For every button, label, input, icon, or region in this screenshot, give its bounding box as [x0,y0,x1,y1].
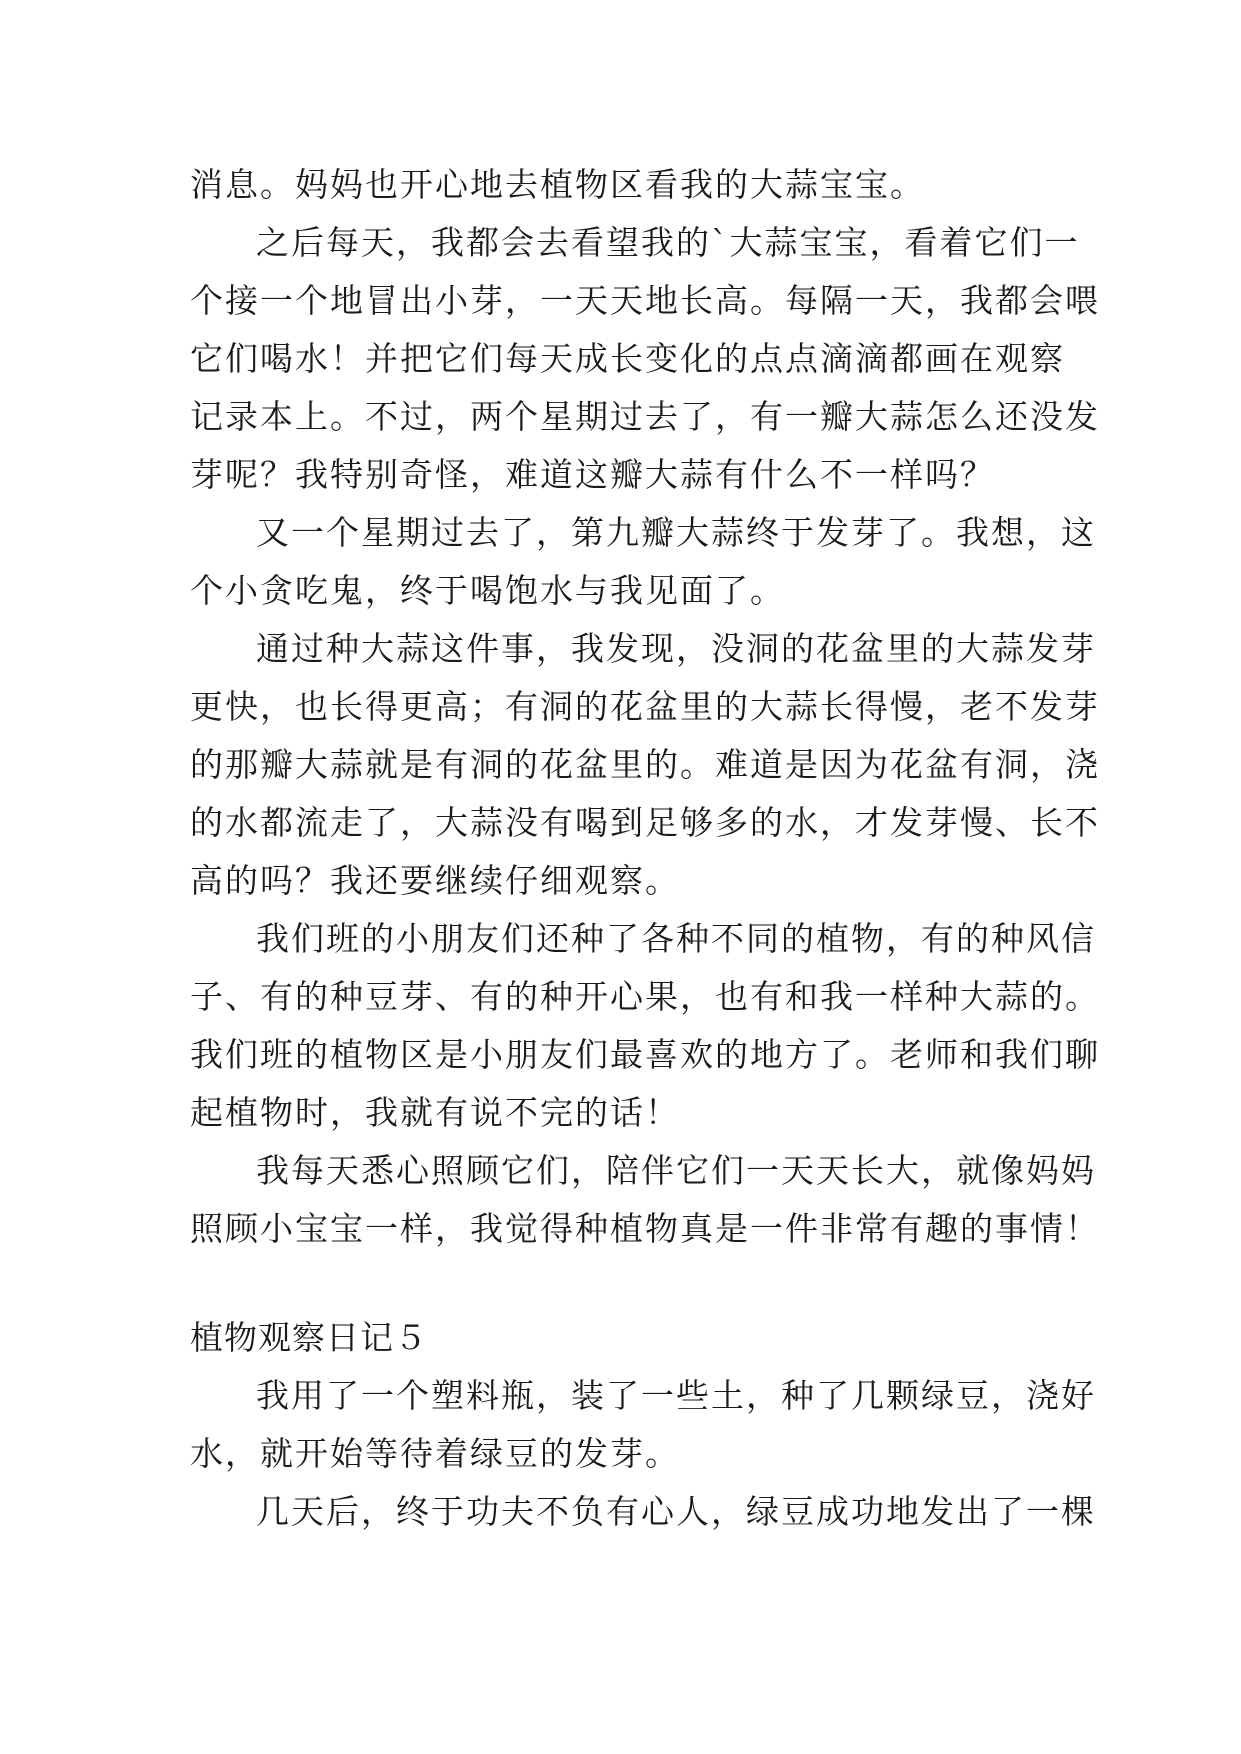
text-line: 记录本上。不过，两个星期过去了，有一瓣大蒜怎么还没发 [190,397,1100,436]
paragraph-start: 几天后，终于功夫不负有心人，绿豆成功地发出了一棵 [256,1492,1096,1531]
paragraph-start: 我每天悉心照顾它们，陪伴它们一天天长大，就像妈妈 [256,1151,1096,1190]
text-line: 它们喝水！并把它们每天成长变化的点点滴滴都画在观察 [190,339,1065,378]
paragraph-start: 我们班的小朋友们还种了各种不同的植物，有的种风信 [256,919,1096,958]
text-line: 芽呢？我特别奇怪，难道这瓣大蒜有什么不一样吗？ [190,455,995,494]
text-line: 子、有的种豆芽、有的种开心果，也有和我一样种大蒜的。 [190,977,1100,1016]
paragraph-start: 通过种大蒜这件事，我发现，没洞的花盆里的大蒜发芽 [256,629,1096,668]
text-line: 个小贪吃鬼，终于喝饱水与我见面了。 [190,571,785,610]
text-line: 起植物时，我就有说不完的话！ [190,1093,680,1132]
text-line: 照顾小宝宝一样，我觉得种植物真是一件非常有趣的事情！ [190,1209,1100,1248]
section-heading: 植物观察日记５ [190,1318,428,1357]
text-line: 消息。妈妈也开心地去植物区看我的大蒜宝宝。 [190,165,925,204]
text-line: 水，就开始等待着绿豆的发芽。 [190,1434,680,1473]
text-line: 高的吗？我还要继续仔细观察。 [190,861,680,900]
text-line: 的水都流走了，大蒜没有喝到足够多的水，才发芽慢、长不 [190,803,1100,842]
paragraph-start: 又一个星期过去了，第九瓣大蒜终于发芽了。我想，这 [256,513,1096,552]
text-line: 更快，也长得更高；有洞的花盆里的大蒜长得慢，老不发芽 [190,687,1100,726]
paragraph-start: 之后每天，我都会去看望我的`大蒜宝宝，看着它们一 [256,223,1080,262]
paragraph-start: 我用了一个塑料瓶，装了一些土，种了几颗绿豆，浇好 [256,1376,1096,1415]
text-line: 的那瓣大蒜就是有洞的花盆里的。难道是因为花盆有洞，浇 [190,745,1100,784]
text-line: 我们班的植物区是小朋友们最喜欢的地方了。老师和我们聊 [190,1035,1100,1074]
text-line: 个接一个地冒出小芽，一天天地长高。每隔一天，我都会喂 [190,281,1100,320]
